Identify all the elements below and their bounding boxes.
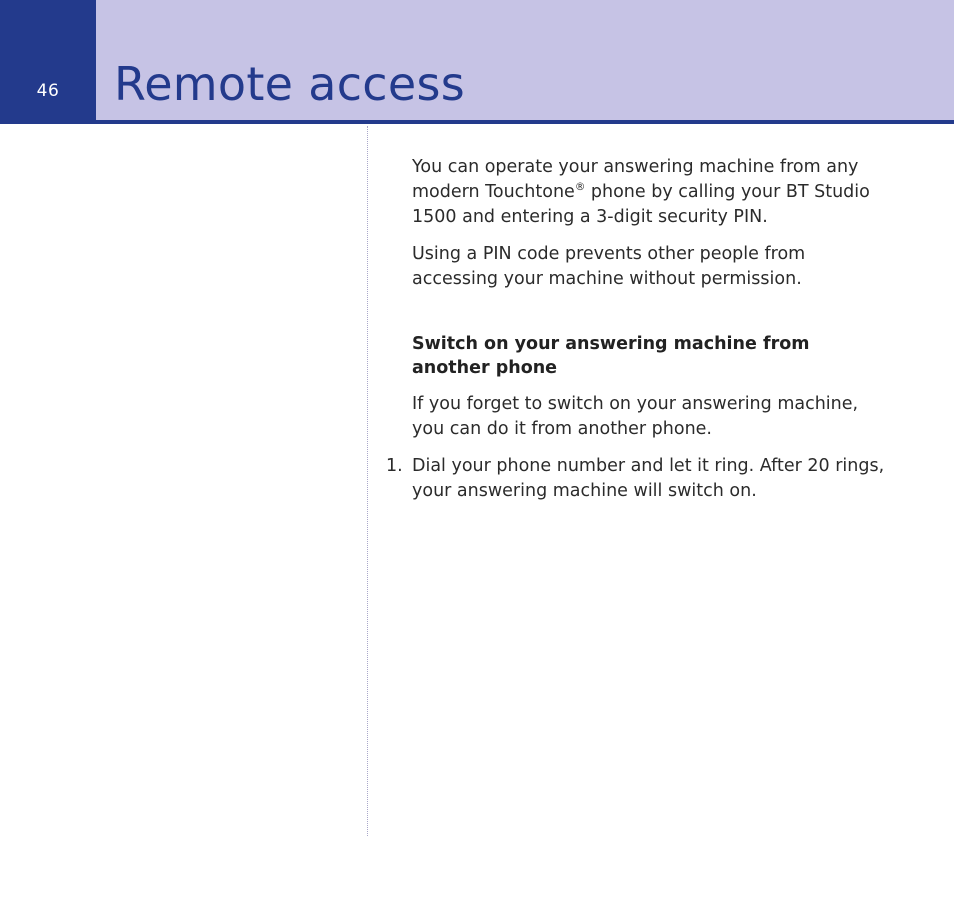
intro-text-before: You can operate your answering machine from any modern Touchtone [412,157,859,202]
steps-list [386,454,890,504]
main-content [386,155,890,504]
page-number-block [0,0,96,124]
page-number: 46 [36,81,60,101]
column-divider [367,126,368,836]
section-heading [412,332,890,380]
page-title: Remote access [114,57,466,111]
intro-paragraph [412,155,890,230]
list-item [386,454,890,504]
step-number: 1. [386,456,403,476]
step-text: Dial your phone number and let it ring. After 20 rings, your answering machine will switch on. [412,456,885,501]
registered-trademark: ® [574,181,586,194]
pin-paragraph: Using a PIN code prevents other people from accessing your machine without permission. [412,244,806,289]
title-underline-rule [96,120,954,124]
section-body: If you forget to switch on your answering machine, you can do it from another phone. [412,394,859,439]
intro-text-after: phone by calling your BT Studio 1500 and entering a 3-digit security PIN. [412,182,870,227]
section-heading-line-1: Switch on your answering machine from [412,334,810,354]
page-header [0,0,954,124]
section-heading-line-2: another phone [412,358,558,378]
